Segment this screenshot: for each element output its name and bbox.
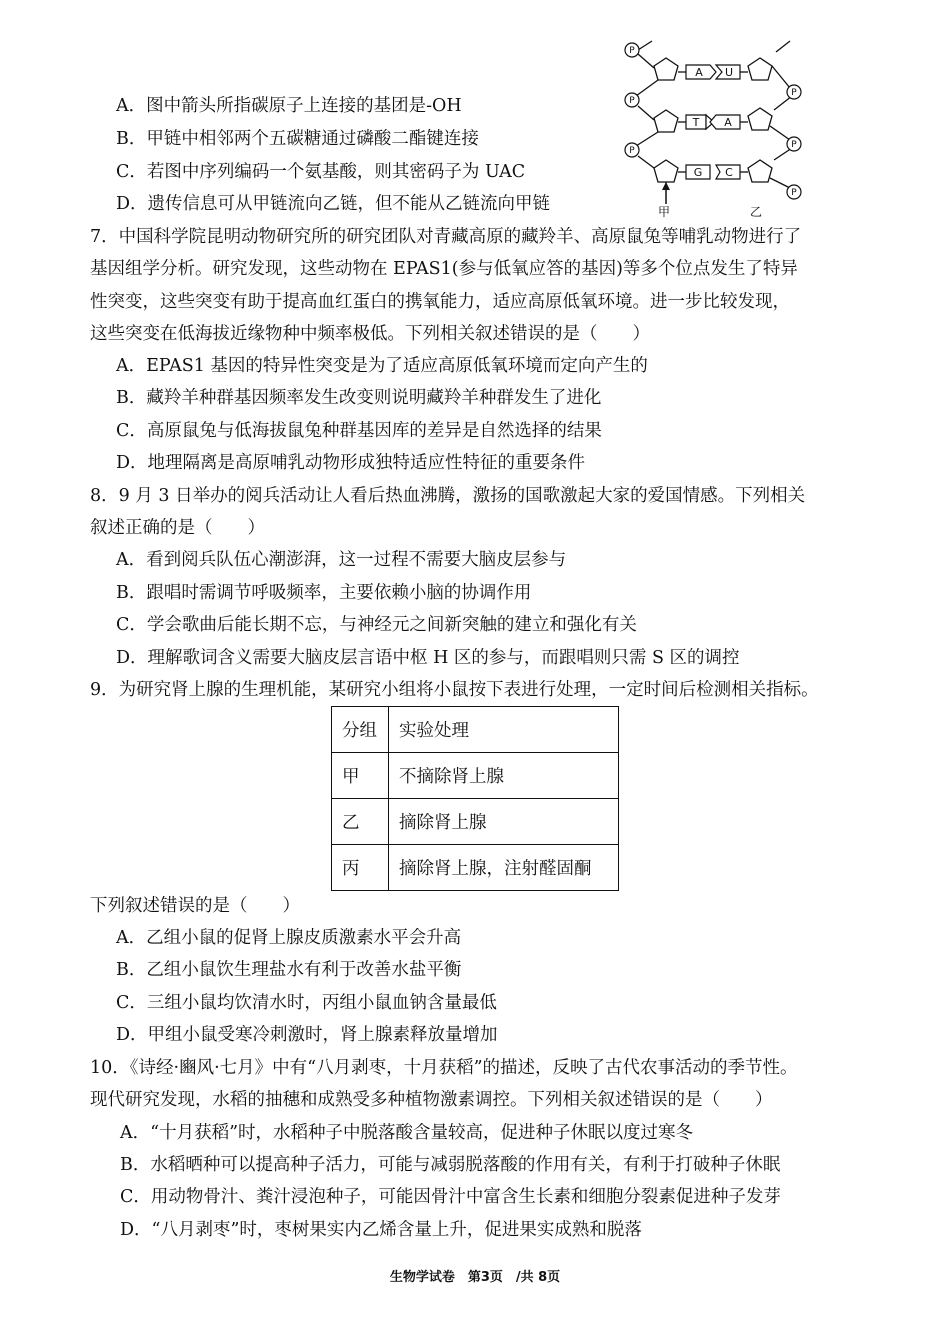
phosphate-5: P: [791, 140, 797, 150]
q10-option-d: D．“八月剥枣”时，枣树果实内乙烯含量上升，促进果实成熟和脱落: [120, 1220, 642, 1240]
table-row: [332, 753, 619, 799]
q8-stem-line-1: 8．9 月 3 日举办的阅兵活动让人看后热血沸腾，激扬的国歌激起大家的爱国情感。下列相关: [90, 486, 806, 506]
phosphate-1: P: [629, 46, 635, 56]
arrow-icon: [662, 182, 670, 204]
q7-option-d: D．地理隔离是高原哺乳动物形成独特适应性特征的重要条件: [116, 453, 586, 473]
page-footer: 生物学试卷 第3页 /共 8页: [389, 1270, 561, 1285]
phosphate-4: P: [791, 88, 797, 98]
q7-stem-line-3: 性突变，这些突变有助于提高血红蛋白的携氧能力，适应高原低氧环境。进一步比较发现，: [90, 292, 790, 312]
q9-option-b: B．乙组小鼠饮生理盐水有利于改善水盐平衡: [116, 960, 462, 980]
nucleic-acid-diagram: [614, 38, 814, 224]
phosphate-6: P: [791, 188, 797, 198]
q10-option-b: B．水稻晒种可以提高种子活力，可能与减弱脱落酸的作用有关，有利于打破种子休眠: [120, 1155, 781, 1175]
q7-option-a: A．EPAS1 基因的特异性突变是为了适应高原低氧环境而定向产生的: [116, 356, 648, 376]
q10-stem-line-2: 现代研究发现，水稻的抽穗和成熟受多种植物激素调控。下列相关叙述错误的是（ ）: [90, 1090, 773, 1110]
q9-stem: 9．为研究肾上腺的生理机能，某研究小组将小鼠按下表进行处理，一定时间后检测相关指标。: [90, 680, 819, 700]
table-header-treatment: 实验处理: [389, 707, 619, 753]
q9-question: 下列叙述错误的是（ ）: [90, 896, 300, 916]
strand-label-jia: 甲: [657, 205, 671, 219]
q7-stem-line-1: 7．中国科学院昆明动物研究所的研究团队对青藏高原的藏羚羊、高原鼠兔等哺乳动物进行了: [90, 227, 802, 247]
q10-option-a: A．“十月获稻”时，水稻种子中脱落酸含量较高，促进种子休眠以度过寒冬: [120, 1123, 694, 1143]
table-cell: 甲: [332, 753, 389, 799]
q7-option-c: C．高原鼠兔与低海拔鼠兔种群基因库的差异是自然选择的结果: [116, 421, 602, 441]
table-header-row: [332, 707, 619, 753]
phosphate-3: P: [629, 146, 635, 156]
q6-base-a: A: [695, 66, 703, 79]
q6-base-a2: A: [724, 116, 732, 129]
q6-option-c: C．若图中序列编码一个氨基酸，则其密码子为 UAC: [116, 162, 526, 182]
q7-option-b: B．藏羚羊种群基因频率发生改变则说明藏羚羊种群发生了进化: [116, 388, 602, 408]
q8-option-c: C．学会歌曲后能长期不忘，与神经元之间新突触的建立和强化有关: [116, 615, 637, 635]
q6-base-u: U: [724, 66, 734, 79]
table-cell: 不摘除肾上腺: [389, 753, 619, 799]
table-cell: 摘除肾上腺: [389, 799, 619, 845]
q9-option-d: D．甲组小鼠受寒冷刺激时，肾上腺素释放量增加: [116, 1025, 498, 1045]
q6-base-g: G: [693, 166, 703, 179]
table-row: [332, 799, 619, 845]
q8-option-a: A．看到阅兵队伍心潮澎湃，这一过程不需要大脑皮层参与: [116, 550, 567, 570]
q9-experiment-table: [331, 706, 619, 891]
table-cell: 摘除肾上腺，注射醛固酮: [389, 845, 619, 891]
q6-base-t: T: [692, 116, 700, 129]
q8-option-b: B．跟唱时需调节呼吸频率，主要依赖小脑的协调作用: [116, 583, 532, 603]
q10-stem-line-1: 10．《诗经·豳风·七月》中有“八月剥枣，十月获稻”的描述，反映了古代农事活动的季节性。: [90, 1058, 798, 1078]
q8-stem-line-2: 叙述正确的是（ ）: [90, 518, 265, 538]
table-header-group: 分组: [332, 707, 389, 753]
q6-base-c: C: [725, 166, 733, 179]
q6-option-d: D．遗传信息可从甲链流向乙链，但不能从乙链流向甲链: [116, 194, 551, 214]
q10-option-c: C．用动物骨汁、粪汁浸泡种子，可能因骨汁中富含生长素和细胞分裂素促进种子发芽: [120, 1187, 781, 1207]
q9-option-c: C．三组小鼠均饮清水时，丙组小鼠血钠含量最低: [116, 993, 497, 1013]
q6-option-b: B．甲链中相邻两个五碳糖通过磷酸二酯键连接: [116, 129, 479, 149]
q8-option-d: D．理解歌词含义需要大脑皮层言语中枢 H 区的参与，而跟唱则只需 S 区的调控: [116, 648, 740, 668]
table-cell: 乙: [332, 799, 389, 845]
table-row: [332, 845, 619, 891]
q7-stem-line-2: 基因组学分析。研究发现，这些动物在 EPAS1(参与低氧应答的基因)等多个位点发生了特异: [90, 259, 798, 279]
table-cell: 丙: [332, 845, 389, 891]
q7-stem-line-4: 这些突变在低海拔近缘物种中频率极低。下列相关叙述错误的是（ ）: [90, 324, 650, 344]
strand-label-yi: 乙: [749, 205, 763, 219]
phosphate-2: P: [629, 96, 635, 106]
q9-option-a: A．乙组小鼠的促肾上腺皮质激素水平会升高: [116, 928, 462, 948]
q6-option-a: A．图中箭头所指碳原子上连接的基团是-OH: [116, 96, 462, 116]
